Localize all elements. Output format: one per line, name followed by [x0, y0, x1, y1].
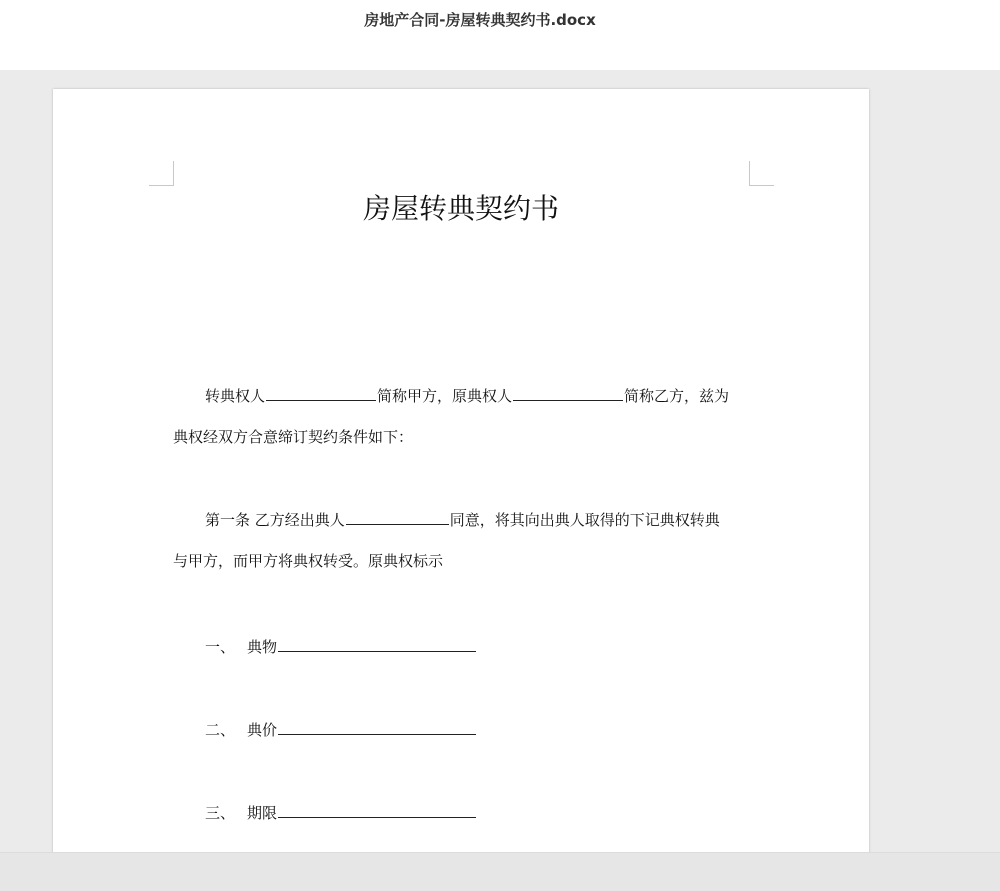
document-heading: 房屋转典契约书: [362, 192, 559, 225]
fill-in-blank: [278, 803, 476, 818]
item-number: 三、: [205, 804, 236, 822]
fill-in-blank: [278, 637, 476, 652]
fill-in-blank: [513, 386, 623, 401]
text-segment: 简称甲方，原典权人: [377, 387, 513, 405]
item-label: 典物: [247, 638, 278, 656]
fill-in-blank: [278, 720, 476, 735]
paragraph-article-1: [173, 500, 763, 582]
text-segment: 简称乙方，兹为: [624, 387, 730, 405]
fill-in-blank: [266, 386, 376, 401]
text-segment: 同意，将其向出典人取得的下记典权转典: [449, 511, 720, 529]
document-page: [53, 89, 869, 852]
list-item: [205, 636, 477, 657]
text-segment: 第一条 乙方经出典人: [205, 511, 345, 529]
text-segment: 与甲方，而甲方将典权转受。原典权标示: [173, 552, 444, 570]
fill-in-blank: [346, 510, 449, 525]
item-label: 典价: [247, 721, 278, 739]
text-segment: 转典权人: [205, 387, 266, 405]
bottom-bar: [0, 852, 1000, 891]
margin-corner-mark-top-right: [749, 161, 774, 186]
margin-corner-mark-top-left: [149, 161, 174, 186]
document-viewer[interactable]: [0, 70, 1000, 852]
paragraph-parties: [173, 376, 763, 458]
document-filename: 房地产合同-房屋转典契约书.docx: [364, 11, 596, 29]
list-item: [205, 719, 477, 740]
item-number: 一、: [205, 638, 236, 656]
title-bar: [0, 0, 1000, 70]
item-number: 二、: [205, 721, 236, 739]
list-item: [205, 802, 477, 823]
text-segment: 典权经双方合意缔订契约条件如下：: [173, 428, 414, 446]
item-label: 期限: [247, 804, 278, 822]
